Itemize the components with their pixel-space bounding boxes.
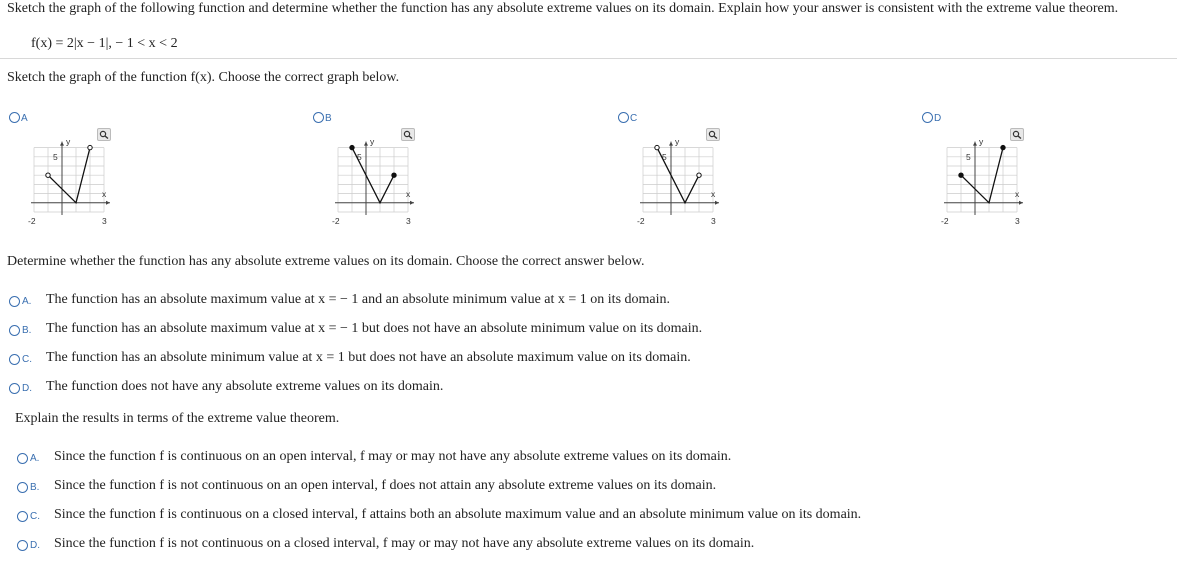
radio-button[interactable] [313, 112, 324, 123]
y-axis-arrow [60, 142, 64, 146]
closed-endpoint [350, 145, 354, 149]
graph-plot [323, 136, 411, 226]
radio-button[interactable] [9, 296, 20, 307]
radio-button[interactable] [17, 482, 28, 493]
axis-label-y: y [370, 136, 375, 147]
tick-label-xmax: 3 [406, 216, 411, 226]
y-axis-arrow [364, 142, 368, 146]
axis-label-x: x [711, 188, 716, 199]
open-endpoint [697, 173, 701, 177]
x-axis-arrow [715, 201, 719, 205]
radio-button[interactable] [922, 112, 933, 123]
radio-button[interactable] [17, 511, 28, 522]
radio-button[interactable] [9, 112, 20, 123]
graph-plot [19, 136, 107, 226]
tick-label-y: 5 [966, 151, 971, 162]
option-letter: B. [22, 325, 32, 336]
option-letter: B [325, 113, 332, 124]
tick-label-xmin: -2 [637, 216, 645, 226]
part3-prompt: Explain the results in terms of the extreme value theorem. [15, 411, 340, 426]
axis-label-x: x [1015, 188, 1020, 199]
option-text: The function has an absolute minimum value at x = 1 but does not have an absolute maximum value on its domain. [46, 350, 691, 365]
x-axis-arrow [1019, 201, 1023, 205]
option-text: The function does not have any absolute extreme values on its domain. [46, 379, 444, 394]
option-letter: D [934, 113, 942, 124]
option-letter: B. [30, 482, 40, 493]
open-endpoint [46, 173, 50, 177]
axis-label-x: x [102, 188, 107, 199]
divider [0, 58, 1177, 59]
part1-prompt: Sketch the graph of the function f(x). Choose the correct graph below. [7, 70, 400, 85]
tick-label-xmax: 3 [1015, 216, 1020, 226]
radio-button[interactable] [618, 112, 629, 123]
function-definition: f(x) = 2|x − 1|, − 1 < x < 2 [31, 36, 178, 51]
radio-button[interactable] [9, 354, 20, 365]
option-letter: C. [30, 511, 40, 522]
option-text: The function has an absolute maximum value at x = − 1 and an absolute minimum value at x = 1 on its domain. [46, 292, 671, 307]
radio-button[interactable] [9, 383, 20, 394]
tick-label-y: 5 [357, 151, 362, 162]
option-letter: A [21, 113, 28, 124]
option-text: Since the function f is not continuous on a closed interval, f may or may not have any absolute extreme values on its domain. [54, 536, 755, 551]
closed-endpoint [1001, 145, 1005, 149]
option-letter: D. [30, 540, 40, 551]
radio-button[interactable] [17, 453, 28, 464]
option-letter: C [630, 113, 638, 124]
x-axis-arrow [106, 201, 110, 205]
open-endpoint [655, 145, 659, 149]
y-axis-arrow [669, 142, 673, 146]
tick-label-xmax: 3 [102, 216, 107, 226]
tick-label-xmin: -2 [941, 216, 949, 226]
question-prompt: Sketch the graph of the following function and determine whether the function has any absolute extreme values on its domain. Explain how your answer is consistent with the extreme value theorem. [7, 1, 1119, 16]
option-letter: A. [22, 296, 32, 307]
tick-label-xmax: 3 [711, 216, 716, 226]
axis-label-y: y [979, 136, 984, 147]
option-text: Since the function f is continuous on an open interval, f may or may not have any absolute extreme values on its domain. [54, 449, 732, 464]
axis-label-y: y [66, 136, 71, 147]
option-letter: C. [22, 354, 32, 365]
axis-label-x: x [406, 188, 411, 199]
option-letter: A. [30, 453, 40, 464]
option-text: Since the function f is not continuous on an open interval, f does not attain any absolute extreme values on its domain. [54, 478, 717, 493]
closed-endpoint [959, 173, 963, 177]
radio-button[interactable] [17, 540, 28, 551]
graph-plot [628, 136, 716, 226]
axis-label-y: y [675, 136, 680, 147]
radio-button[interactable] [9, 325, 20, 336]
tick-label-xmin: -2 [28, 216, 36, 226]
part2-prompt: Determine whether the function has any absolute extreme values on its domain. Choose the correct answer below. [7, 254, 645, 269]
option-letter: D. [22, 383, 32, 394]
open-endpoint [88, 145, 92, 149]
y-axis-arrow [973, 142, 977, 146]
tick-label-y: 5 [53, 151, 58, 162]
tick-label-y: 5 [662, 151, 667, 162]
closed-endpoint [392, 173, 396, 177]
option-text: The function has an absolute maximum value at x = − 1 but does not have an absolute minimum value on its domain. [46, 321, 703, 336]
option-text: Since the function f is continuous on a closed interval, f attains both an absolute maximum value and an absolute minimum value on its domain. [54, 507, 862, 522]
x-axis-arrow [410, 201, 414, 205]
tick-label-xmin: -2 [332, 216, 340, 226]
graph-plot [932, 136, 1020, 226]
